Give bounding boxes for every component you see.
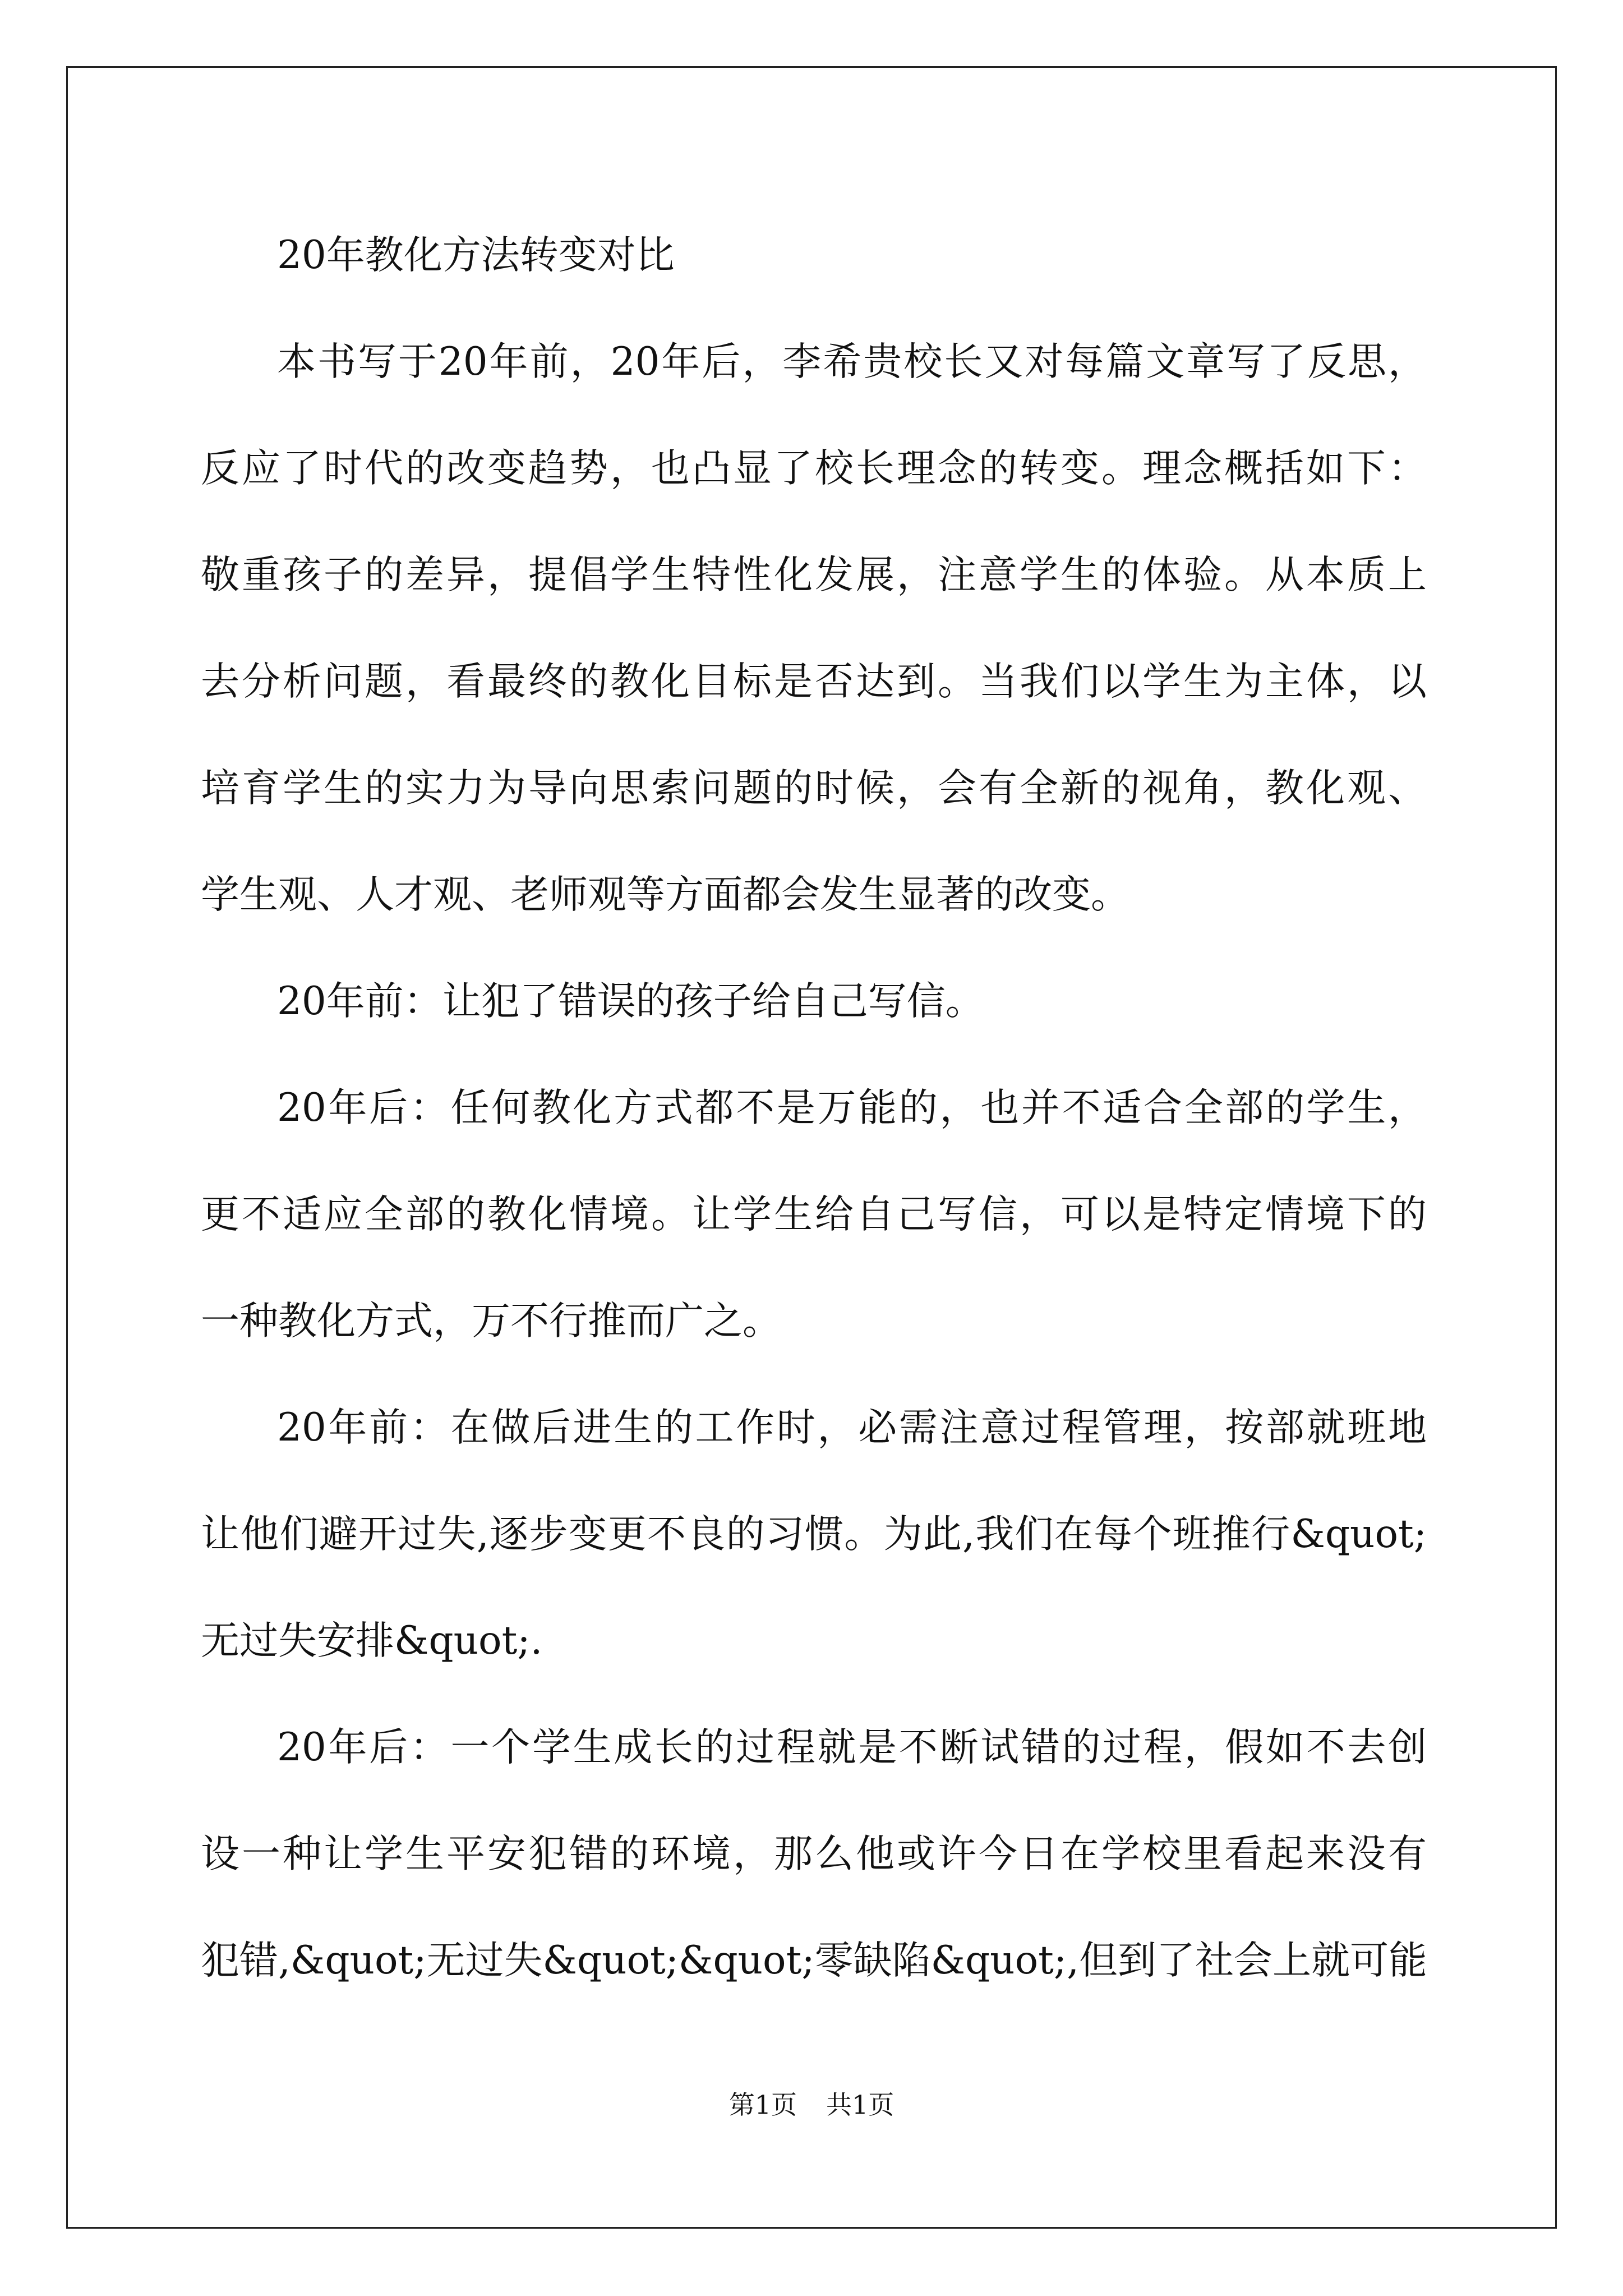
paragraph-line: 本书写于20年前，20年后，李希贵校长又对每篇文章写了反思，: [277, 339, 1427, 384]
paragraph-line: 让他们避开过失,逐步变更不良的习惯。为此,我们在每个班推行&quot;: [201, 1512, 1427, 1557]
paragraph-line: 无过失安排&quot;.: [201, 1618, 543, 1663]
document-title: 20年教化方法转变对比: [277, 233, 675, 278]
paragraph-line: 一种教化方式，万不行推而广之。: [201, 1299, 781, 1343]
page-number: 第1页: [728, 2090, 797, 2120]
page-total: 共1页: [826, 2090, 895, 2120]
paragraph-line: 反应了时代的改变趋势，也凸显了校长理念的转变。理念概括如下：: [201, 446, 1427, 491]
paragraph-line: 学生观、人才观、老师观等方面都会发生显著的改变。: [201, 872, 1129, 917]
paragraph-20-years-ago-2: [201, 1374, 1427, 1694]
paragraph-line: 培育学生的实力为导向思索问题的时候，会有全新的视角，教化观、: [201, 766, 1427, 811]
paragraph-20-years-ago-1: [201, 948, 1427, 1055]
document-body: [201, 202, 1427, 2014]
paragraph-line: 犯错,&quot;无过失&quot;&quot;零缺陷&quot;,但到了社会上就可能: [201, 1938, 1428, 1983]
paragraph-line: 敬重孩子的差异，提倡学生特性化发展，注意学生的体验。从本质上: [201, 553, 1427, 597]
paragraph-line: 设一种让学生平安犯错的环境，那么他或许今日在学校里看起来没有: [201, 1832, 1427, 1876]
paragraph-line: 20年后：任何教化方式都不是万能的，也并不适合全部的学生，: [277, 1085, 1427, 1130]
page-footer: [0, 2088, 1623, 2122]
paragraph-20-years-later-2: [201, 1694, 1427, 2014]
paragraph-line: 去分析问题，看最终的教化目标是否达到。当我们以学生为主体，以: [201, 659, 1427, 704]
paragraph-line: 20年后：一个学生成长的过程就是不断试错的过程，假如不去创: [277, 1725, 1427, 1770]
paragraph-line: 20年前：在做后进生的工作时，必需注意过程管理，按部就班地: [277, 1405, 1427, 1450]
paragraph-20-years-later-1: [201, 1055, 1427, 1374]
paragraph-intro: [201, 309, 1427, 948]
paragraph-line: 更不适应全部的教化情境。让学生给自己写信，可以是特定情境下的: [201, 1192, 1427, 1237]
paragraph-line: 20年前：让犯了错误的孩子给自己写信。: [277, 979, 984, 1024]
